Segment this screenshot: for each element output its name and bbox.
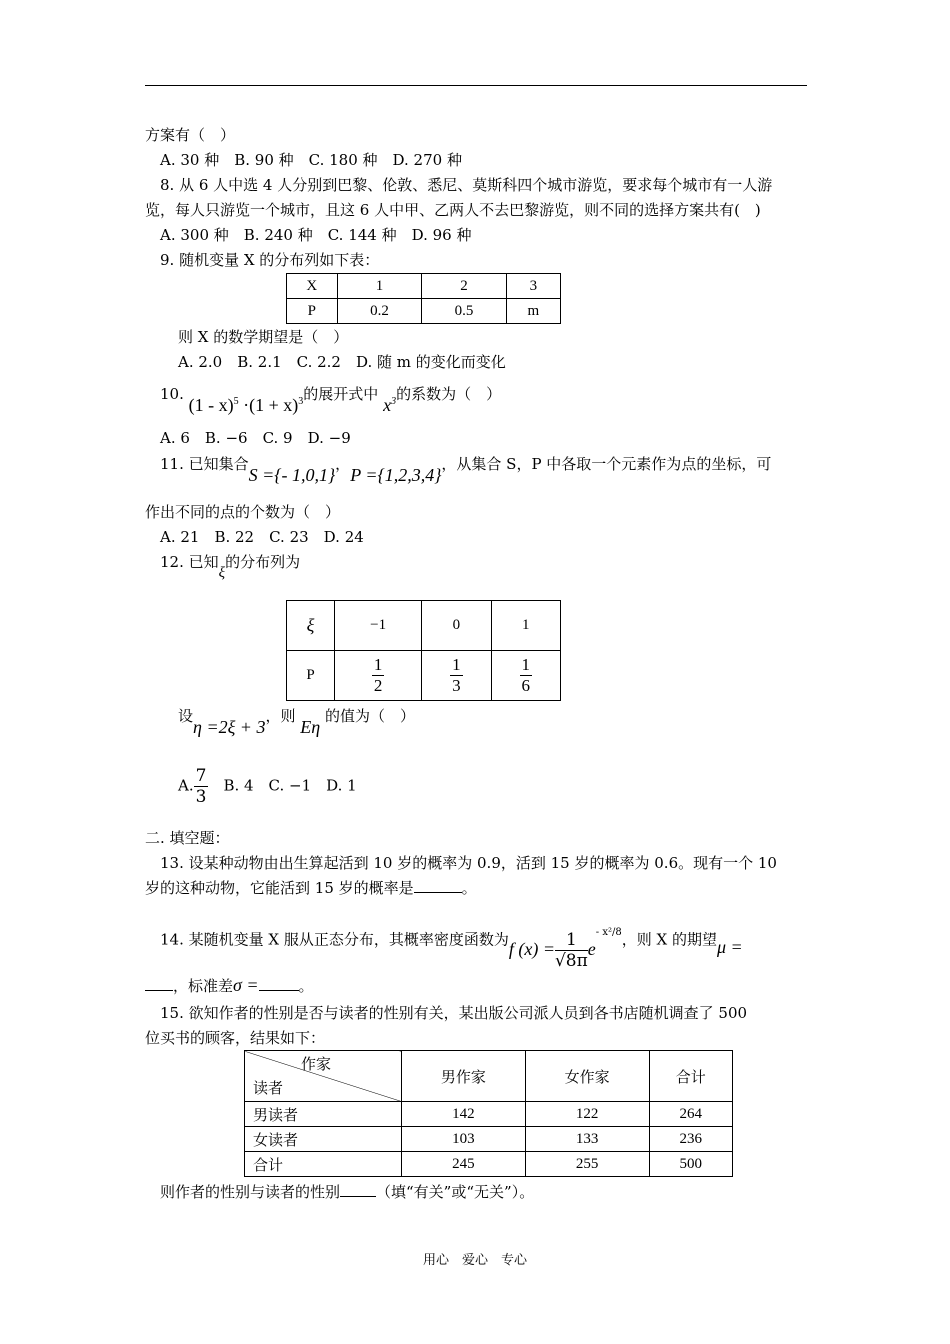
q12-question	[178, 705, 415, 737]
fraction	[450, 655, 463, 696]
q11-line2: 作出不同的点的个数为（ ）	[145, 503, 341, 521]
text: ，则 X 的期望	[621, 930, 717, 949]
den: 2	[373, 676, 383, 695]
den: √8π	[554, 951, 588, 971]
q10-expression	[189, 395, 304, 415]
den: 6	[521, 676, 531, 695]
q14-line2	[145, 975, 314, 996]
cell: 2	[422, 274, 507, 299]
cell: 3	[506, 274, 560, 299]
cell: 255	[525, 1152, 649, 1177]
cell: 500	[649, 1152, 732, 1177]
q11-stem	[160, 453, 772, 485]
cell: 0	[422, 601, 491, 651]
answer-blank[interactable]	[340, 1196, 376, 1197]
cell: 0.2	[337, 299, 422, 324]
cell: 女读者	[245, 1127, 402, 1152]
num: 1	[521, 655, 531, 674]
eta-expression: η =2ξ + 3	[193, 717, 266, 737]
text: B. 4 C. −1 D. 1	[223, 776, 357, 795]
q13-line1: 13. 设某种动物由出生算起活到 10 岁的概率为 0.9，活到 15 岁的概率为 0.6。现有一个 10	[160, 854, 777, 872]
cell: 122	[525, 1102, 649, 1127]
q15-question	[160, 1182, 534, 1202]
q9-options: A. 2.0 B. 2.1 C. 2.2 D. 随 m 的变化而变化	[178, 353, 506, 371]
text: 12. 已知	[160, 553, 219, 571]
num: 1	[452, 655, 461, 674]
num: 1	[373, 655, 383, 674]
fraction	[555, 930, 588, 971]
q15-contingency-table	[244, 1050, 733, 1177]
text: A.	[178, 776, 194, 795]
cell: ξ	[287, 601, 335, 651]
exp: 5	[233, 396, 239, 407]
text: 则作者的性别与读者的性别	[160, 1183, 341, 1201]
text: 作家	[300, 1057, 331, 1073]
fraction	[520, 655, 533, 696]
cell: 142	[402, 1102, 526, 1127]
exp: 3	[298, 396, 304, 407]
cell: −1	[335, 601, 422, 651]
q8-line2: 览，每人只游览一个城市，且这 6 人中甲、乙两人不去巴黎游览，则不同的选择方案共有( )	[145, 201, 761, 219]
q10-options: A. 6 B. −6 C. 9 D. −9	[160, 429, 351, 447]
cell: 1	[491, 601, 560, 651]
answer-blank[interactable]	[414, 892, 462, 893]
set-s: S ={- 1,0,1}	[248, 465, 336, 485]
cell: 合计	[649, 1051, 732, 1102]
num: 7	[195, 766, 207, 786]
cell: 1	[337, 274, 422, 299]
text: 的系数为（ ）	[396, 385, 502, 403]
cell: 女作家	[525, 1051, 649, 1102]
text: 的值为（ ）	[324, 707, 415, 725]
expectation: Eη	[300, 717, 321, 737]
q8-line1: 8. 从 6 人中选 4 人分别到巴黎、伦敦、悉尼、莫斯科四个城市游览，要求每个城市有一人游	[160, 176, 773, 194]
sigma: σ =	[233, 975, 259, 995]
q11-options: A. 21 B. 22 C. 23 D. 24	[160, 528, 364, 546]
cell	[491, 651, 560, 701]
footer: 用心 爱心 专心	[422, 1253, 527, 1268]
den: 3	[195, 787, 207, 807]
text: ，	[335, 455, 351, 473]
text: 的分布列为	[225, 553, 301, 571]
cell: P	[287, 299, 338, 324]
q10-num: 10.	[160, 385, 184, 403]
diagonal-header-cell	[245, 1051, 402, 1102]
text: 。	[461, 879, 477, 897]
q9-distribution-table	[286, 273, 561, 324]
q7-tail: 方案有（ ）	[145, 126, 236, 144]
q12-distribution-table	[286, 600, 561, 701]
expr: ·(1 + x)	[243, 395, 299, 415]
cell: 合计	[245, 1152, 402, 1177]
e: e	[587, 938, 596, 959]
cell	[422, 651, 491, 701]
cell: P	[287, 651, 335, 701]
fraction	[194, 766, 209, 807]
cell: X	[287, 274, 338, 299]
text: ，标准差	[173, 977, 234, 995]
cell: m	[506, 299, 560, 324]
q9-question: 则 X 的数学期望是（ ）	[178, 328, 349, 346]
num: 1	[555, 930, 588, 951]
set-p: P ={1,2,3,4}	[350, 465, 442, 485]
mu: μ =	[716, 936, 743, 957]
cell: 0.5	[422, 299, 507, 324]
section-title: 二. 填空题：	[145, 829, 230, 847]
cell: 133	[525, 1127, 649, 1152]
x-cubed	[383, 395, 396, 415]
fraction	[372, 655, 385, 696]
q14-line1	[160, 920, 743, 971]
q10-stem	[160, 380, 502, 415]
answer-blank[interactable]	[145, 990, 173, 991]
q15-line2: 位买书的顾客，结果如下：	[145, 1029, 326, 1047]
cell: 男读者	[245, 1102, 402, 1127]
q15-line1: 15. 欲知作者的性别是否与读者的性别有关，某出版公司派人员到各书店随机调查了 500	[160, 1004, 748, 1022]
text: 的展开式中	[303, 385, 379, 403]
cell: 264	[649, 1102, 732, 1127]
header-rule	[145, 85, 807, 86]
cell	[335, 651, 422, 701]
text: 设	[178, 707, 194, 725]
text: 岁的这种动物，它能活到 15 岁的概率是	[145, 879, 414, 897]
q12-options	[178, 766, 357, 807]
text: 14. 某随机变量 X 服从正态分布，其概率密度函数为	[160, 930, 509, 949]
text: 。	[298, 977, 314, 995]
cell: 男作家	[402, 1051, 526, 1102]
exp: 3	[391, 396, 397, 407]
q8-options: A. 300 种 B. 240 种 C. 144 种 D. 96 种	[160, 226, 472, 244]
cell: 103	[402, 1127, 526, 1152]
text: 读者	[253, 1081, 284, 1097]
text: （填“有关”或“无关”）。	[376, 1183, 535, 1201]
q7-options: A. 30 种 B. 90 种 C. 180 种 D. 270 种	[160, 151, 462, 169]
den: 3	[452, 676, 461, 695]
expr: (1 - x)	[188, 395, 234, 415]
answer-blank[interactable]	[259, 990, 299, 991]
text: ，则	[265, 707, 296, 725]
text: 11. 已知集合	[160, 455, 249, 473]
q9-stem: 9. 随机变量 X 的分布列如下表：	[160, 251, 380, 269]
cell: 245	[402, 1152, 526, 1177]
q12-stem	[160, 552, 301, 581]
xi-symbol: ξ	[218, 565, 226, 581]
q13-line2	[145, 878, 477, 898]
exponent: - x²/8	[595, 926, 622, 938]
cell: 236	[649, 1127, 732, 1152]
var: x	[383, 395, 392, 415]
fx: f (x) =	[508, 938, 555, 959]
text: ，从集合 S，P 中各取一个元素作为点的坐标，可	[441, 455, 772, 473]
